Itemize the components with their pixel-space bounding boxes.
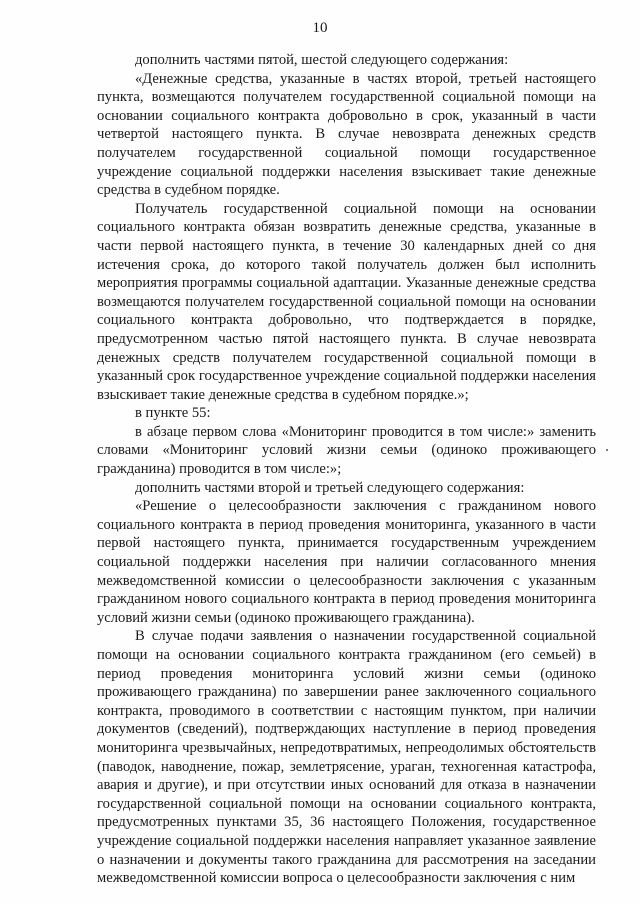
paragraph-point-55: в пункте 55: (135, 405, 211, 422)
paragraph-application-case: В случае подачи заявления о назначении государственной социальной помощи на основании социального контракта гражданином (его семьей) в период проведения мониторинга условий жизни семьи (одиноко проживающего гражданина) по завершении ранее заключенного социального контракта, проводимого в соответствии с настоящим пунктом, при наличии документов (сведений), подтверждающих наступление в период проведения мониторинга чрезвычайных, непредотвратимых, непреодолимых обстоятельств (паводок, наводнение, пожар, землетрясение, ураган, техногенная катастрофа, авария и другие), и при отсутствии иных оснований для отказа в назначении государственной социальной помощи на основании социального контракта, предусмотренных пунктами 35, 36 настоящего Положения, государственное учреждение социальной поддержки населения направляет указанное заявление о назначении и документы такого гражданина для рассмотрения на заседании межведомственной комиссии вопроса о целесообразности заключения с ним (97, 628, 596, 887)
paragraph-recipient-obligation: Получатель государственной социальной помощи на основании социального контракта обязан возвратить денежные средства, указанные в части первой настоящего пункта, в течение 30 календарных дней со дня истечения срока, до которого такой получатель должен был исполнить мероприятия программы социальной адаптации. Указанные денежные средства возмещаются получателем государственной социальной помощи на основании социального контракта добровольно, что подтверждается в порядке, предусмотренном частью пятой настоящего пункта. В случае невозврата денежных средств получателем государственной социальной помощи в указанный срок государственное учреждение социальной поддержки населения взыскивает такие денежные средства в судебном порядке.»; (97, 200, 596, 403)
paragraph-quoted-funds-reimbursement: «Денежные средства, указанные в частях второй, третьей настоящего пункта, возмещаются получателем государственной социальной помощи на основании социального контракта добровольно в срок, указанный в части четвертой настоящего пункта. В случае невозврата денежных средств получателем государственной социальной помощи государственное учреждение социальной поддержки населения взыскивает такие денежные средства в судебном порядке. (97, 70, 596, 199)
paragraph-intro-2-3: дополнить частями второй и третьей следующего содержания: (135, 479, 525, 496)
paragraph-intro-5-6: дополнить частями пятой, шестой следующего содержания: (135, 52, 509, 68)
scan-speck (606, 449, 608, 451)
page-number: 10 (312, 20, 328, 36)
paragraph-first-abzac-replacement: в абзаце первом слова «Мониторинг проводится в том числе:» заменить словами «Мониторинг условий жизни семьи (одиноко проживающего гражданина) проводится в том числе:»; (97, 423, 596, 478)
paragraph-quoted-decision: «Решение о целесообразности заключения с гражданином нового социального контракта в период проведения мониторинга, указанного в части первой настоящего пункта, принимается государственным учреждением социальной поддержки населения при наличии согласованного мнения межведомственной комиссии о целесообразности заключения с указанным гражданином нового социального контракта в период проведения мониторинга условий жизни семьи (одиноко проживающего гражданина). (97, 498, 596, 626)
document-body (97, 51, 596, 888)
